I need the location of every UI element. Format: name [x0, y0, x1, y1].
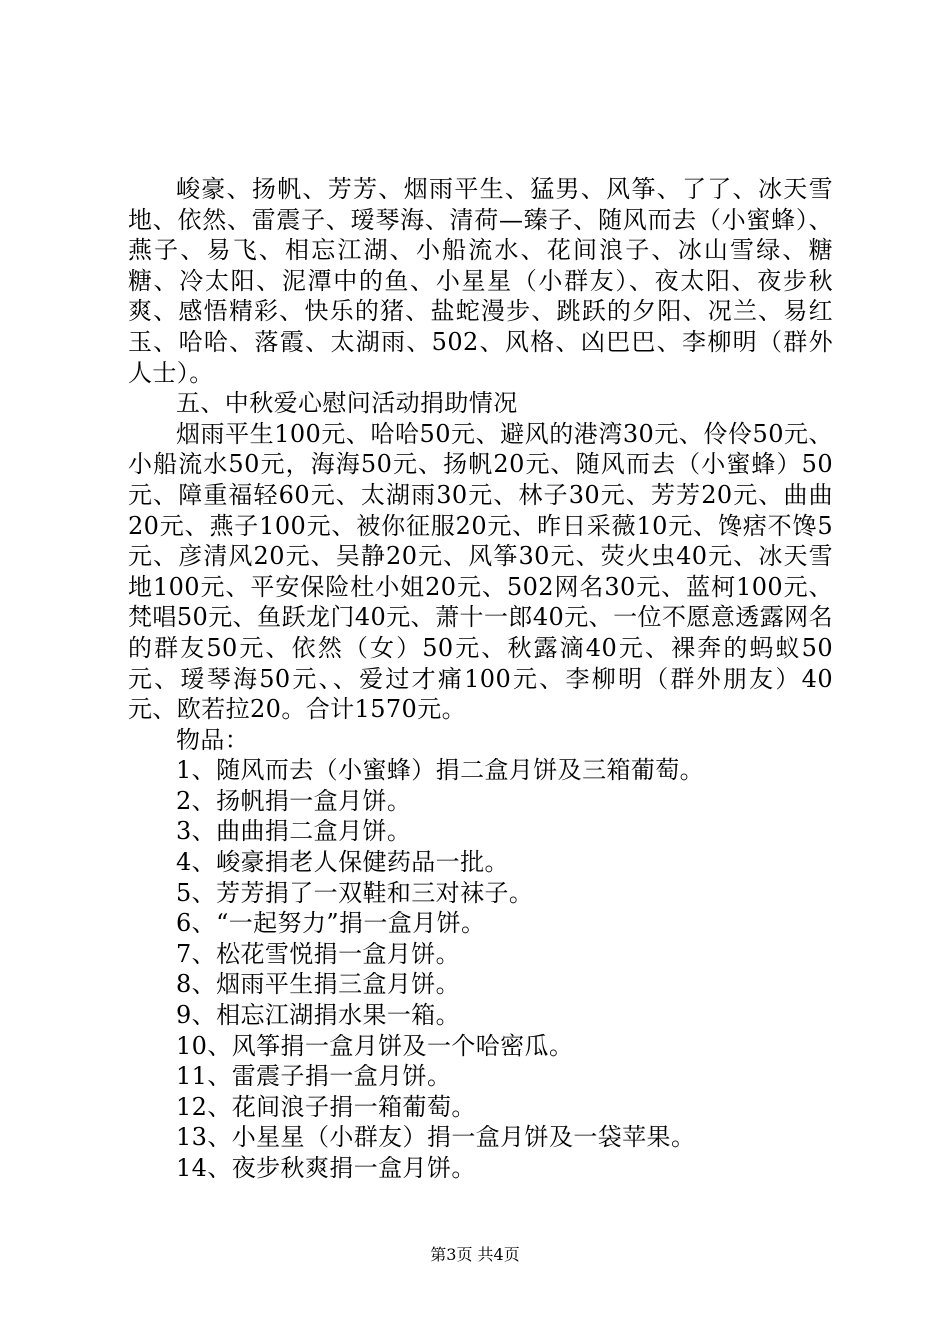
donated-item: 11、雷震子捐一盒月饼。	[176, 1062, 452, 1091]
donations-paragraph: 烟雨平生100元、哈哈50元、避风的港湾30元、伶伶50元、小船流水50元，海海50元、扬帆20元、随风而去（小蜜蜂）50元、障重福轻60元、太湖雨30元、林子30元、芳芳20元、曲曲20元、燕子100元、被你征服20元、昨日采薇10元、馋痞不馋5元、彦清风20元、吴静20元、风筝30元、荧火虫40元、冰天雪地100元、平安保险杜小姐20元、502网名30元、蓝柯100元、梵唱50元、鱼跃龙门40元、萧十一郎40元、一位不愿意透露网名的群友50元、依然（女）50元、秋露滴40元、裸奔的蚂蚁50元、瑷琴海50元、、爱过才痛100元、李柳明（群外朋友）40元、欧若拉20。合计1570元。	[128, 419, 833, 724]
participant-names-paragraph: 峻豪、扬帆、芳芳、烟雨平生、猛男、风筝、了了、冰天雪地、依然、雷震子、瑷琴海、清荷—臻子、随风而去（小蜜蜂）、燕子、易飞、相忘江湖、小船流水、花间浪子、冰山雪绿、糖糖、冷太阳、泥潭中的鱼、小星星（小群友）、夜太阳、夜步秋爽、感悟精彩、快乐的猪、盐蛇漫步、跳跃的夕阳、况兰、易红玉、哈哈、落霞、太湖雨、502、风格、凶巴巴、李柳明（群外人士）。	[128, 175, 833, 387]
donated-item: 5、芳芳捐了一双鞋和三对袜子。	[176, 878, 534, 907]
donated-item: 7、松花雪悦捐一盒月饼。	[176, 939, 461, 968]
donated-item: 3、曲曲捐二盒月饼。	[176, 817, 412, 846]
items-heading: 物品：	[176, 725, 250, 754]
document-body	[128, 174, 833, 1184]
donated-item: 9、相忘江湖捐水果一箱。	[176, 1001, 461, 1030]
donated-item: 8、烟雨平生捐三盒月饼。	[176, 970, 461, 999]
donated-item: 1、随风而去（小蜜蜂）捐二盒月饼及三箱葡萄。	[176, 756, 705, 785]
donated-item: 2、扬帆捐一盒月饼。	[176, 786, 412, 815]
donated-item: 4、峻豪捐老人保健药品一批。	[176, 848, 509, 877]
section-heading: 五、中秋爱心慰问活动捐助情况	[176, 389, 518, 418]
donated-item: 12、花间浪子捐一箱葡萄。	[176, 1092, 476, 1121]
page-footer: 第3页 共4页	[430, 1245, 520, 1264]
donated-item: 13、小星星（小群友）捐一盒月饼及一袋苹果。	[176, 1123, 696, 1152]
donated-item: 6、“一起努力”捐一盒月饼。	[176, 909, 486, 938]
donated-item: 10、风筝捐一盒月饼及一个哈密瓜。	[176, 1031, 574, 1060]
donated-item: 14、夜步秋爽捐一盒月饼。	[176, 1154, 476, 1182]
